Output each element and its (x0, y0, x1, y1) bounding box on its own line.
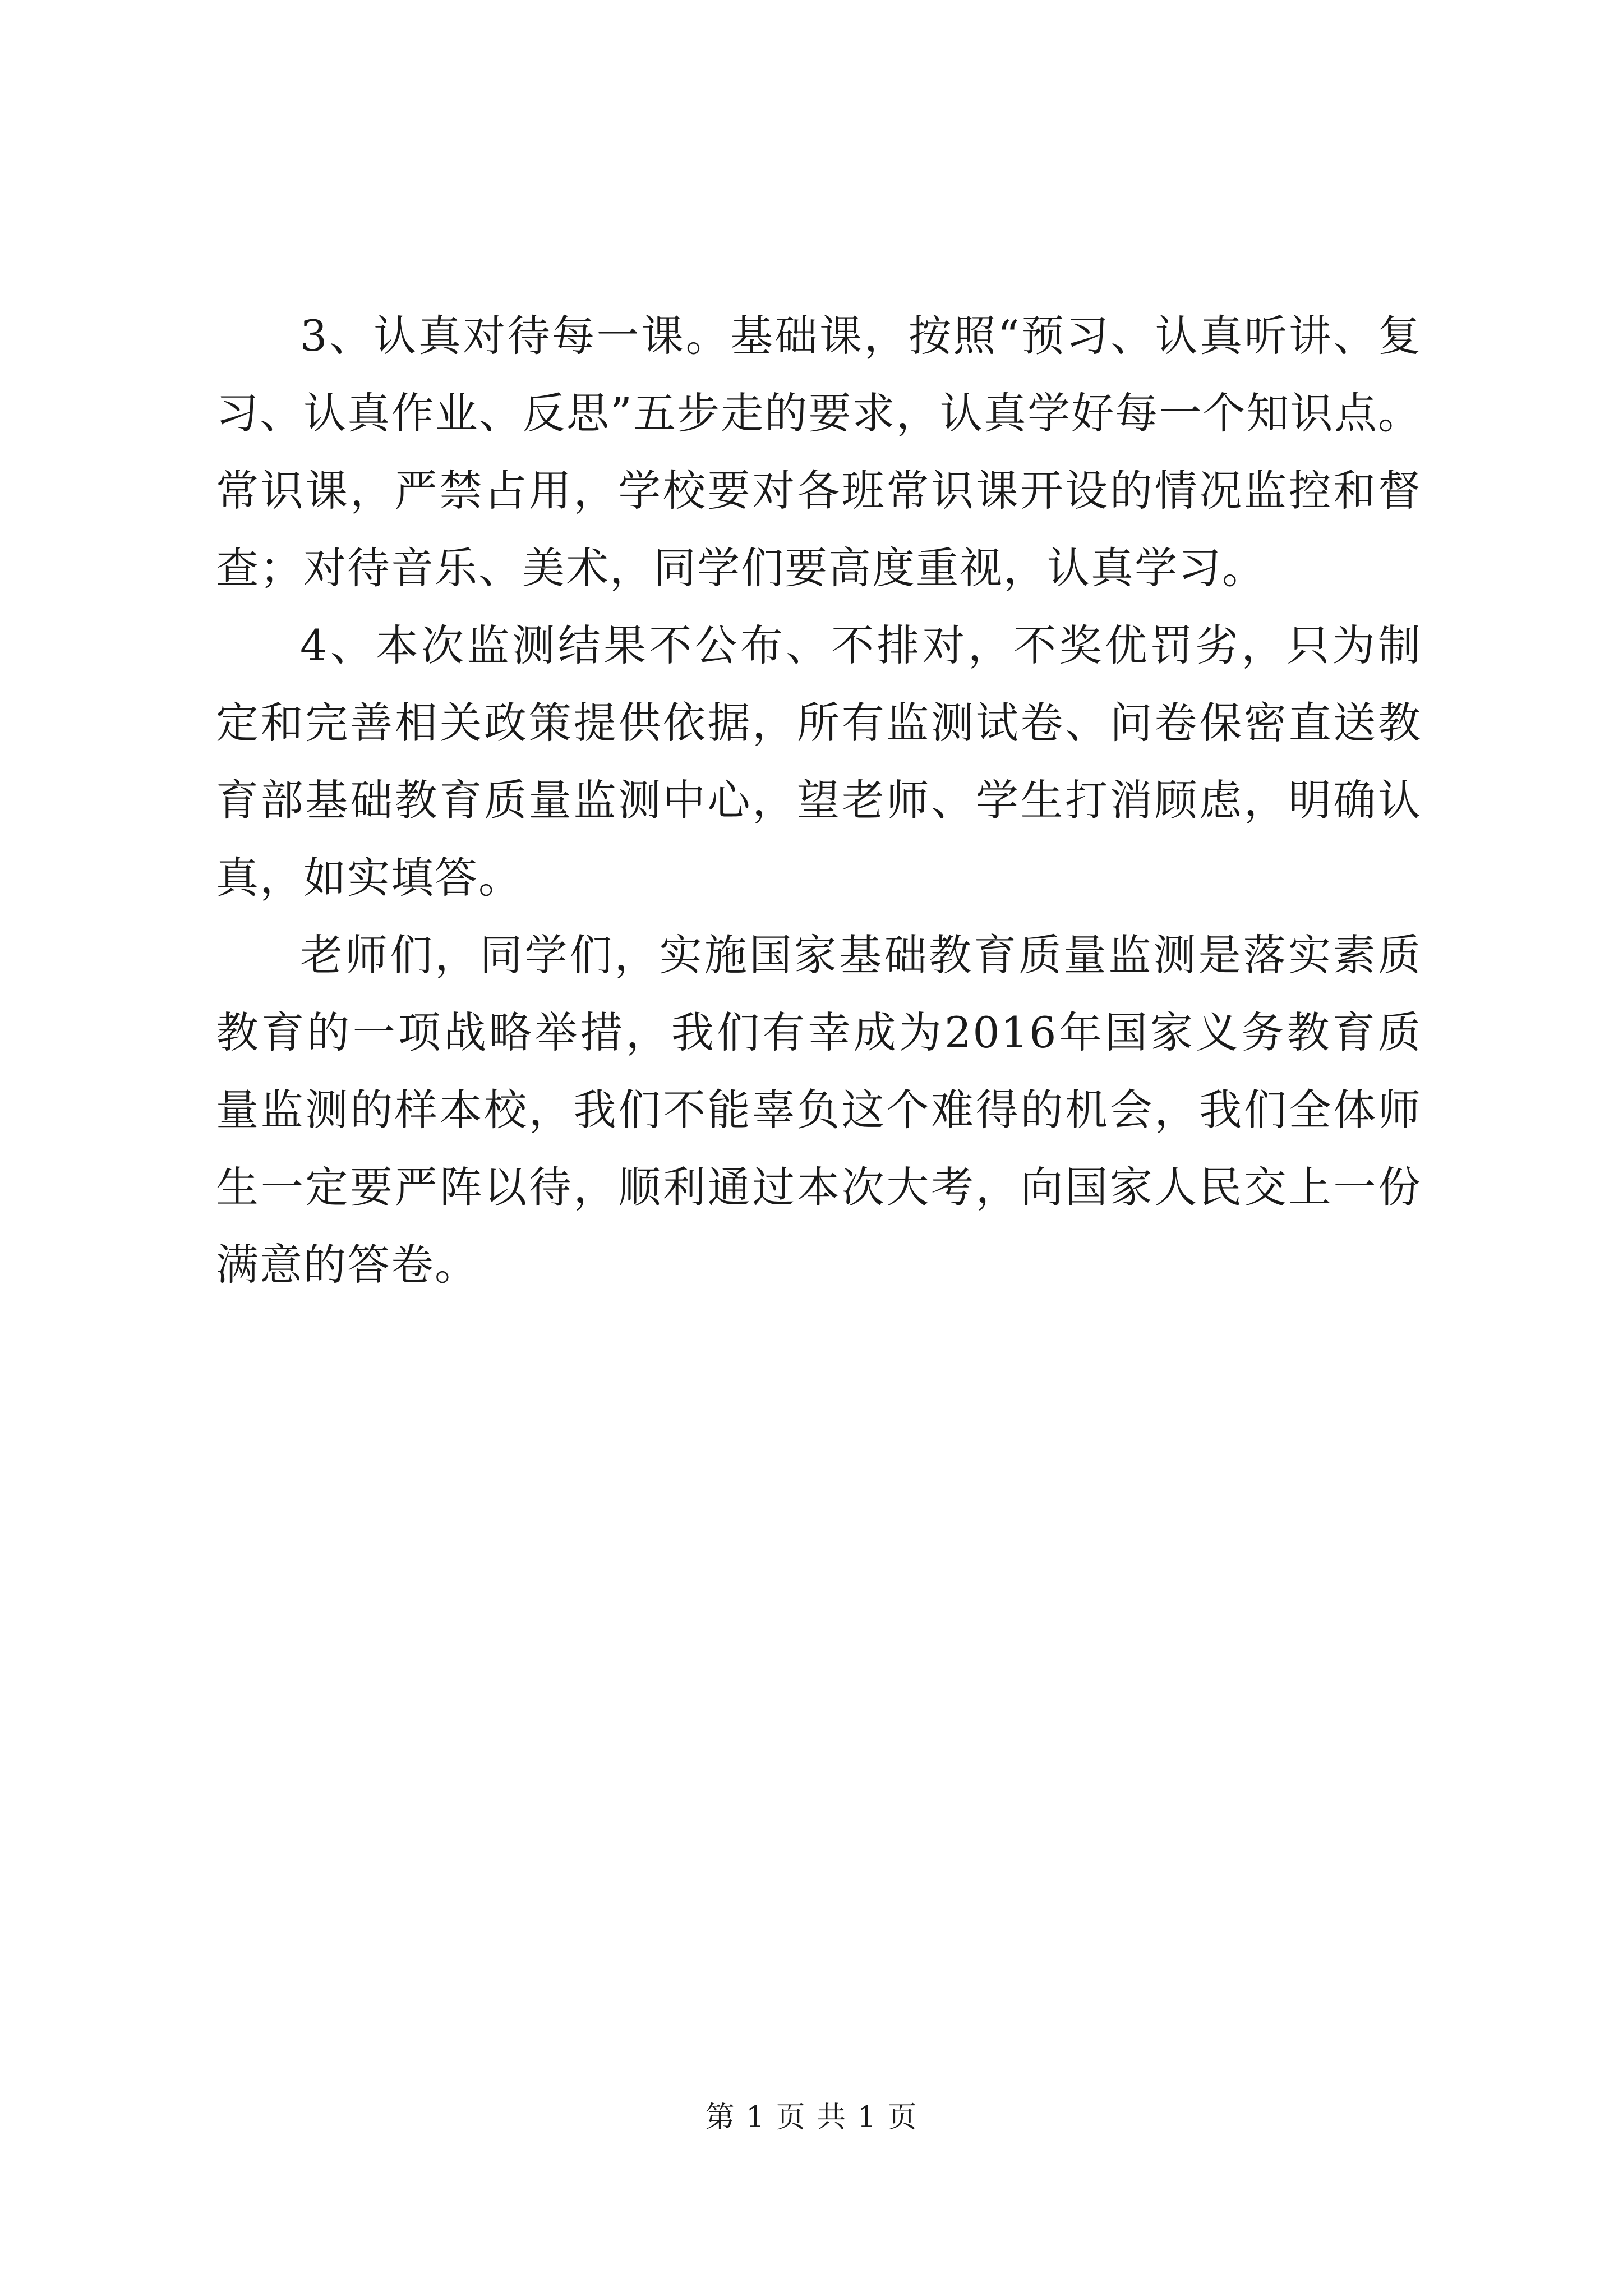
page-footer: 第 1 页 共 1 页 (705, 2101, 918, 2134)
paragraph-closing: 老师们，同学们，实施国家基础教育质量监测是落实素质教育的一项战略举措，我们有幸成为2016年国家义务教育质量监测的样本校，我们不能辜负这个难得的机会，我们全体师生一定要严阵以待，顺利通过本次大考，向国家人民交上一份满意的答卷。 (216, 930, 1422, 1290)
document-body (216, 297, 1422, 1304)
paragraph-item-4: 4、本次监测结果不公布、不排对，不奖优罚劣，只为制定和完善相关政策提供依据，所有监测试卷、问卷保密直送教育部基础教育质量监测中心，望老师、学生打消顾虑，明确认真，如实填答。 (216, 620, 1422, 903)
paragraph-item-3: 3、认真对待每一课。基础课，按照“预习、认真听讲、复习、认真作业、反思”五步走的要求，认真学好每一个知识点。常识课，严禁占用，学校要对各班常识课开设的情况监控和督查；对待音乐、美术，同学们要高度重视，认真学习。 (216, 311, 1422, 593)
